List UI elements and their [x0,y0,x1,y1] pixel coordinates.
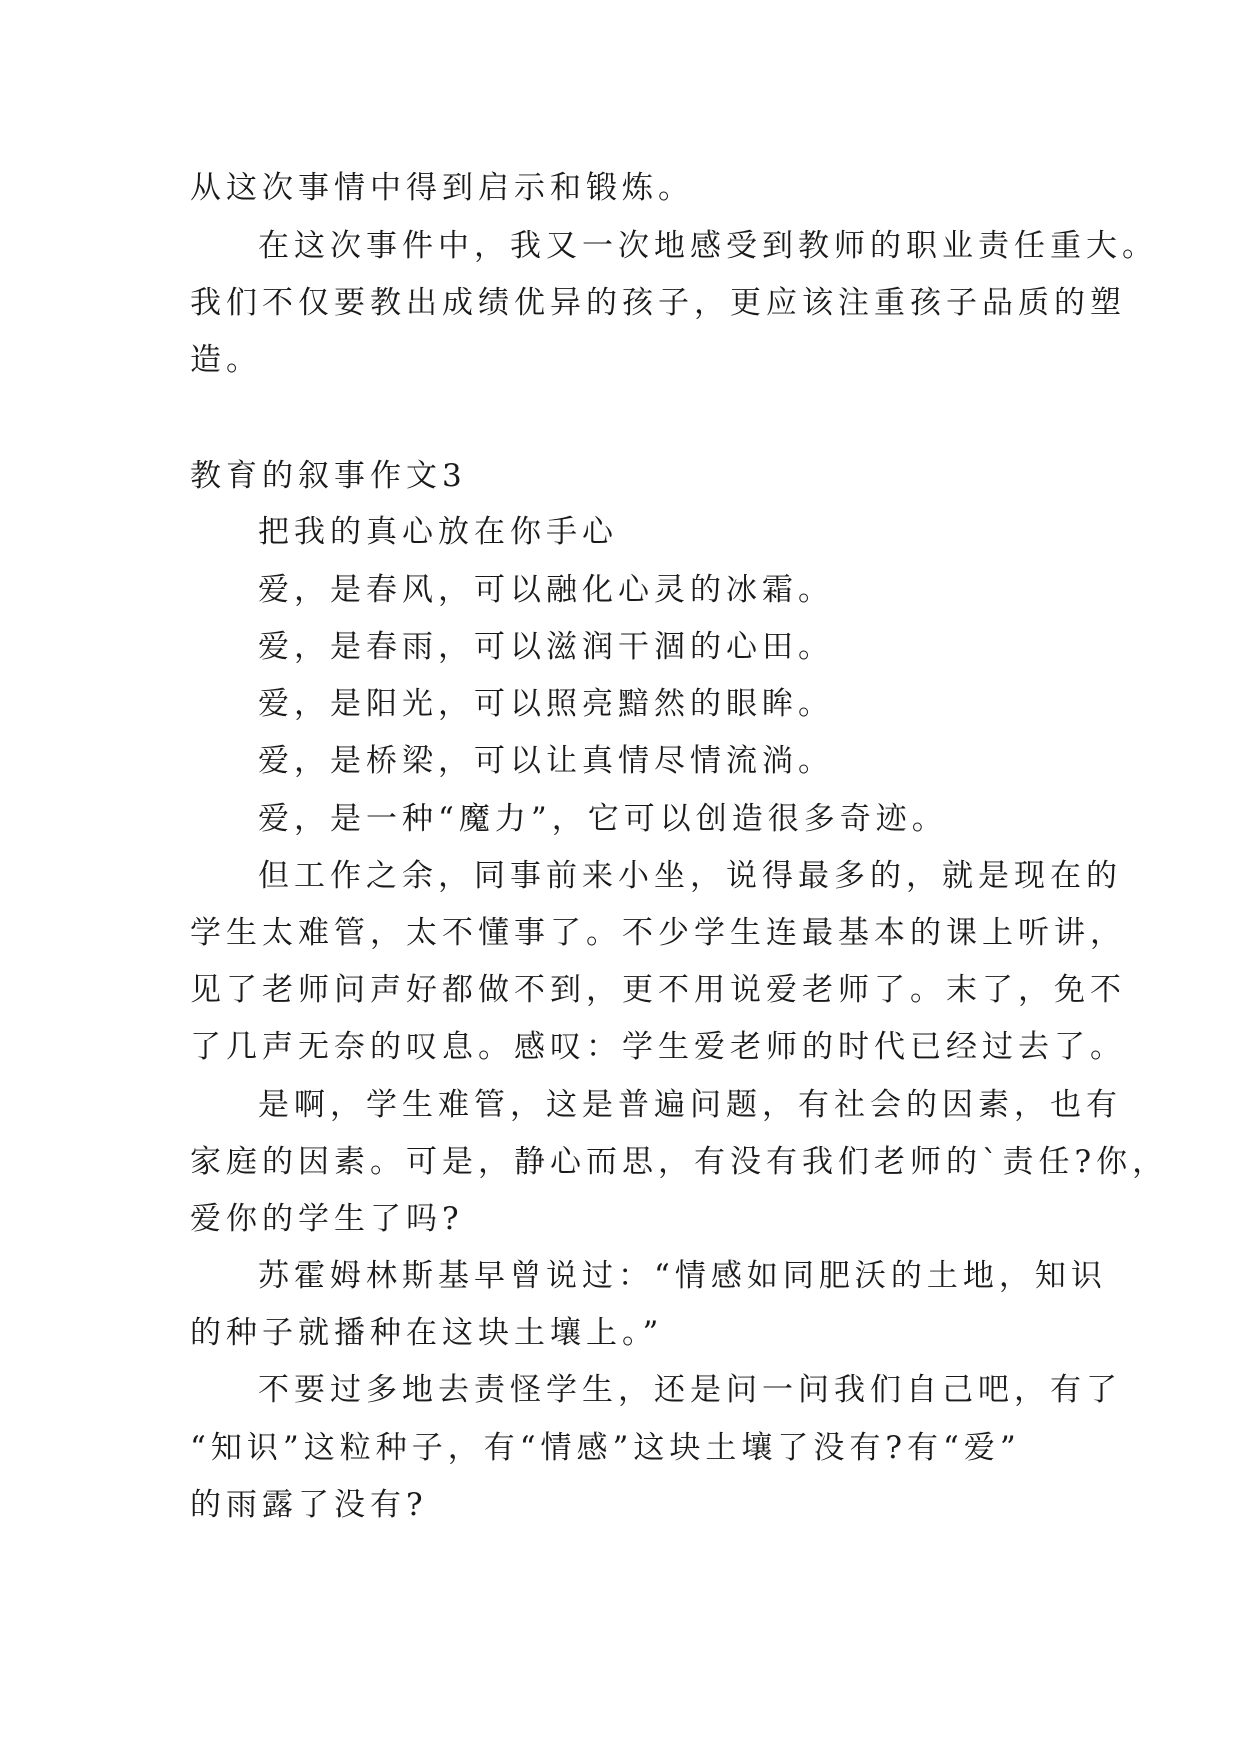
paragraph-line: 学生太难管，太不懂事了。不少学生连最基本的课上听讲， [190,915,1126,951]
subtitle: 把我的真心放在你手心 [258,514,618,550]
paragraph-line: 苏霍姆林斯基早曾说过：“情感如同肥沃的土地，知识 [258,1258,1107,1294]
paragraph-line: 的种子就播种在这块土壤上。” [190,1315,664,1351]
paragraph-line: 爱你的学生了吗? [190,1201,464,1237]
section-heading: 教育的叙事作文3 [190,458,467,494]
paragraph-line: 是啊，学生难管，这是普遍问题，有社会的因素，也有 [258,1087,1122,1123]
paragraph-line: 从这次事情中得到启示和锻炼。 [190,170,694,206]
paragraph-line: 不要过多地去责怪学生，还是问一问我们自己吧，有了 [258,1372,1122,1408]
paragraph-line: 爱，是桥梁，可以让真情尽情流淌。 [258,743,834,779]
paragraph-line: 爱，是春风，可以融化心灵的冰霜。 [258,572,834,608]
paragraph-line: 我们不仅要教出成绩优异的孩子，更应该注重孩子品质的塑 [190,285,1126,321]
paragraph-line: “知识”这粒种子，有“情感”这块土壤了没有?有“爱” [190,1430,1021,1466]
paragraph-line: 但工作之余，同事前来小坐，说得最多的，就是现在的 [258,858,1122,894]
paragraph-line: 了几声无奈的叹息。感叹：学生爱老师的时代已经过去了。 [190,1029,1126,1065]
paragraph-line: 的雨露了没有? [190,1487,428,1523]
paragraph-line: 家庭的因素。可是，静心而思，有没有我们老师的`责任?你， [190,1144,1169,1180]
paragraph-line: 爱，是一种“魔力”，它可以创造很多奇迹。 [258,801,948,837]
paragraph-line: 见了老师问声好都做不到，更不用说爱老师了。末了，免不 [190,972,1126,1008]
paragraph-line: 在这次事件中，我又一次地感受到教师的职业责任重大。 [258,228,1158,264]
paragraph-line: 造。 [190,342,262,378]
paragraph-line: 爱，是阳光，可以照亮黯然的眼眸。 [258,686,834,722]
paragraph-line: 爱，是春雨，可以滋润干涸的心田。 [258,629,834,665]
